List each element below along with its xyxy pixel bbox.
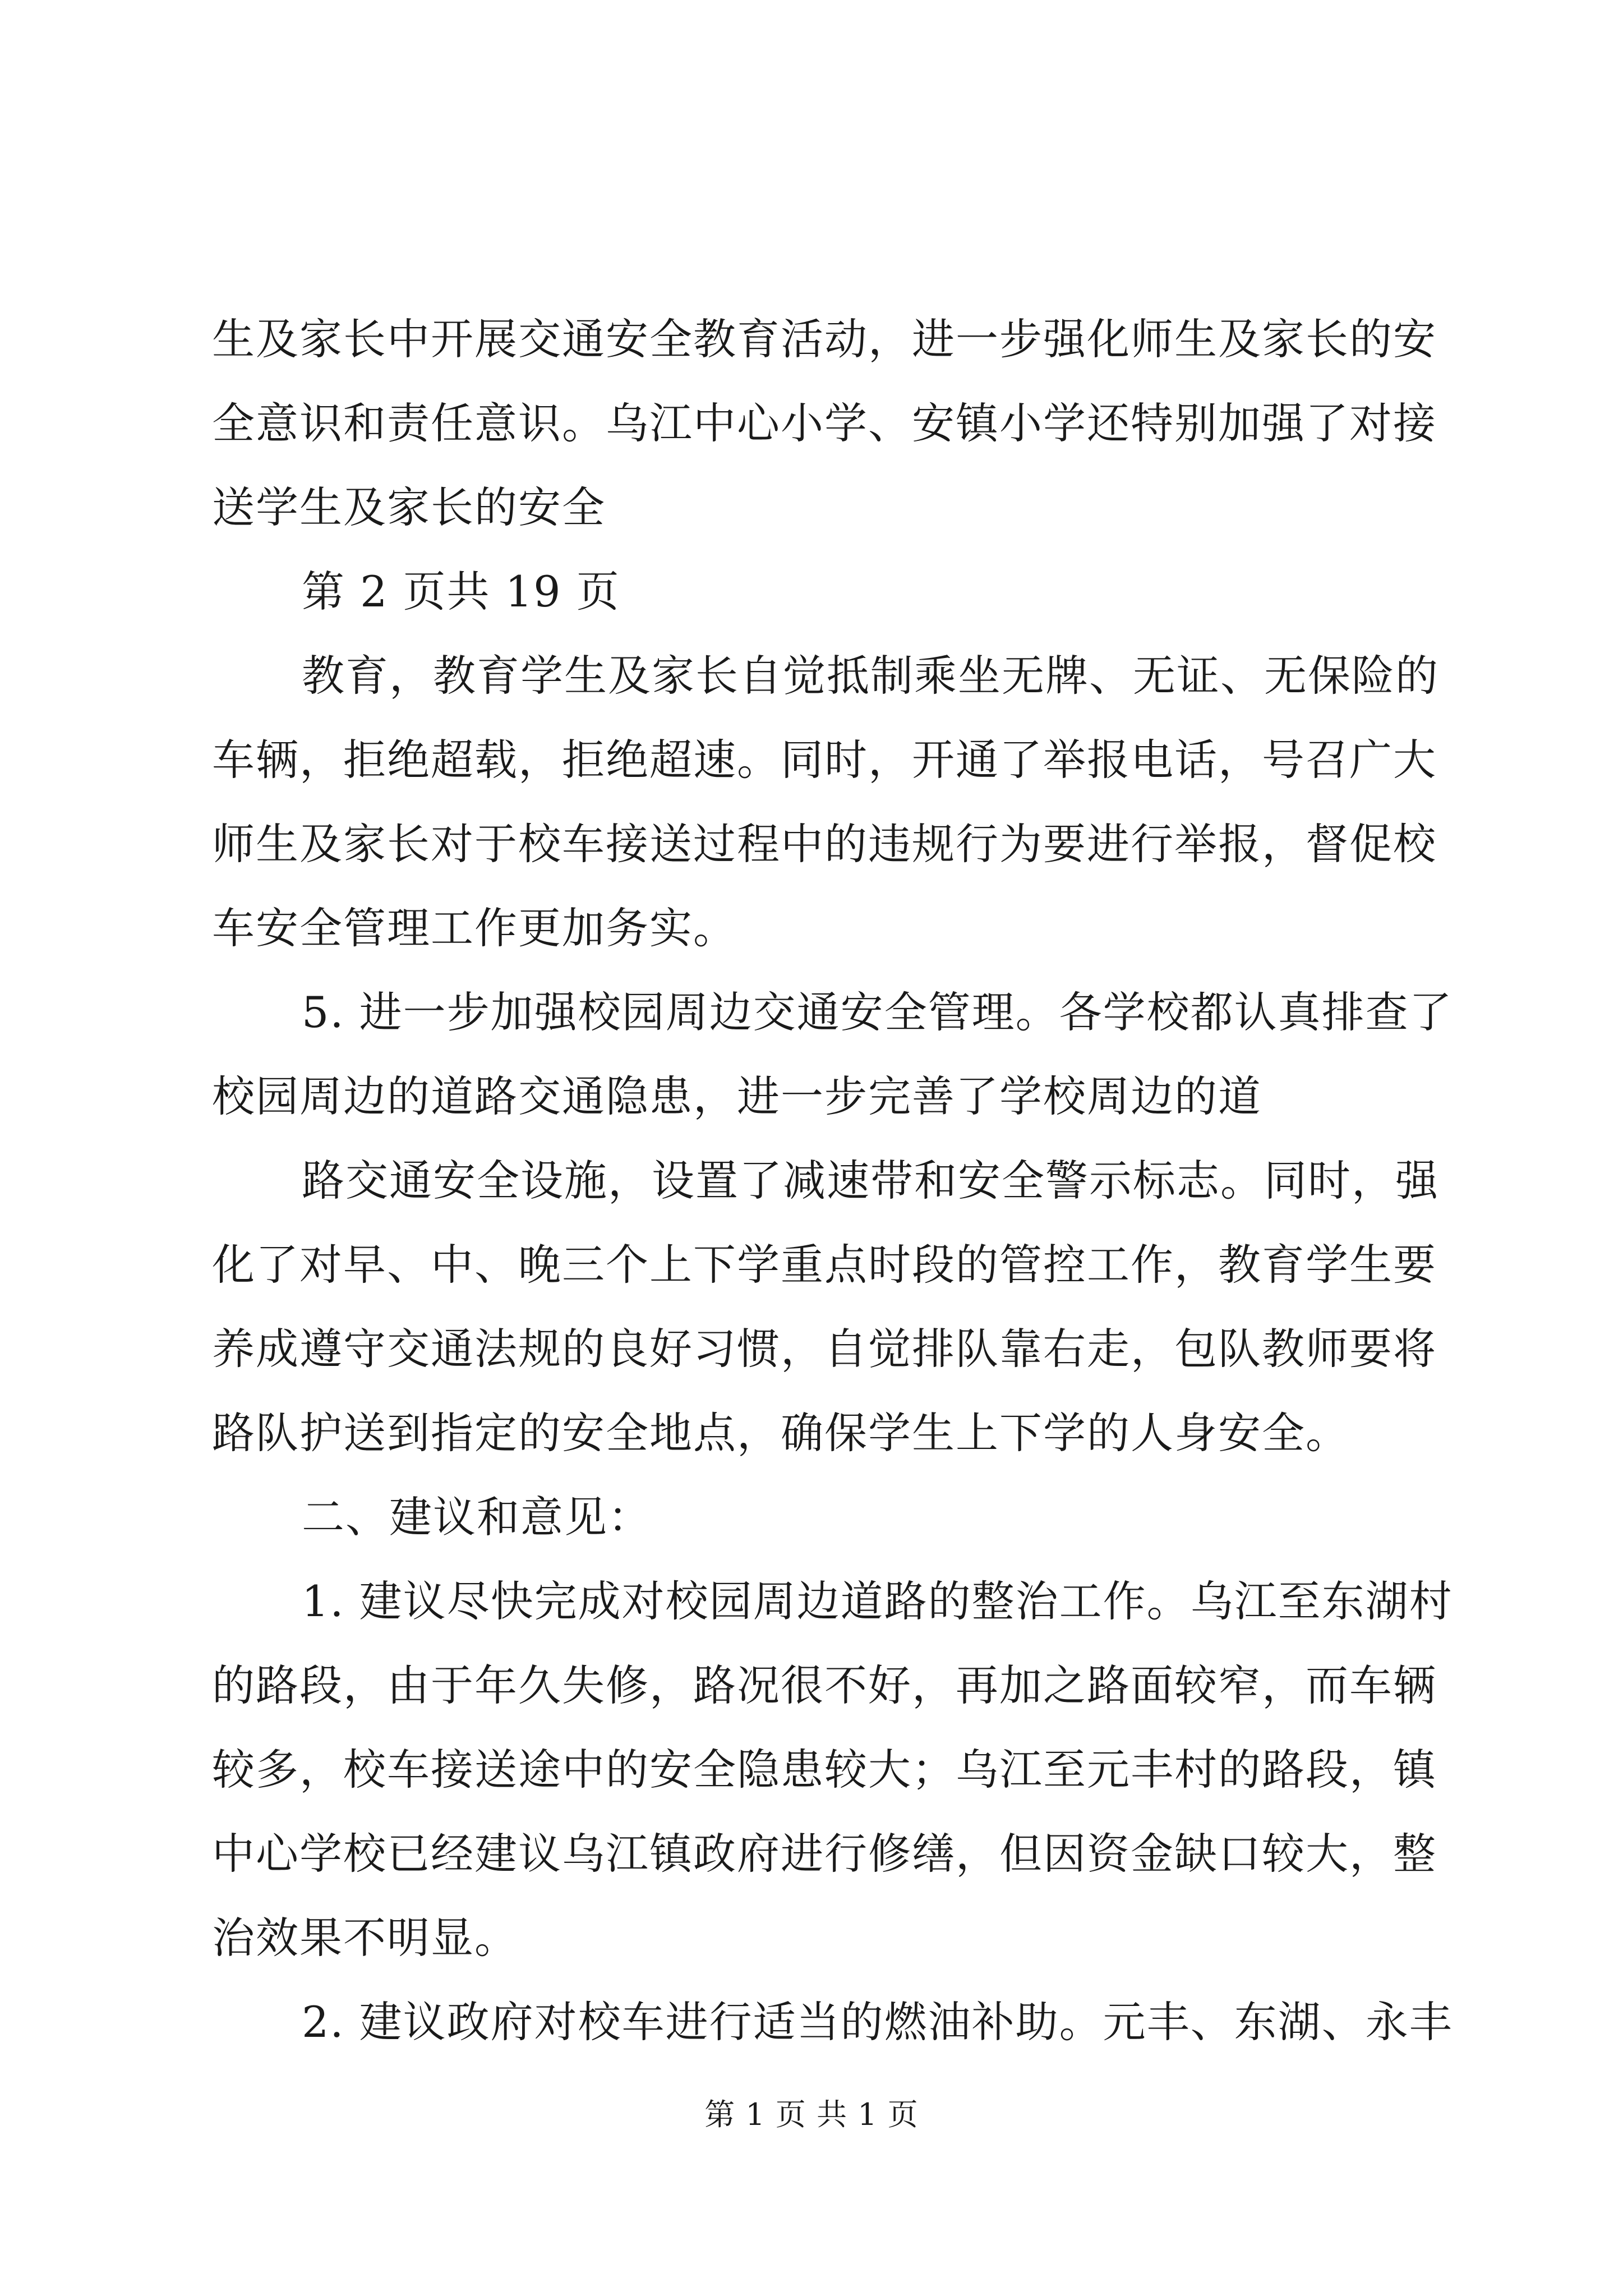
section-heading: 二、建议和意见： [302,1492,652,1542]
text-line: 养成遵守交通法规的良好习惯，自觉排队靠右走，包队教师要将 [212,1324,1437,1374]
text-line: 校园周边的道路交通隐患，进一步完善了学校周边的道 [212,1071,1262,1121]
text-line: 中心学校已经建议乌江镇政府进行修缮，但因资金缺口较大，整 [212,1829,1437,1879]
text-line: 全意识和责任意识。乌江中心小学、安镇小学还特别加强了对接 [212,398,1437,448]
text-line: 车安全管理工作更加务实。 [212,903,737,953]
text-line: 师生及家长对于校车接送过程中的违规行为要进行举报，督促校 [212,819,1437,869]
document-body [212,297,1453,2064]
text-line: 5. 进一步加强校园周边交通安全管理。各学校都认真排查了 [302,987,1453,1037]
text-line: 1. 建议尽快完成对校园周边道路的整治工作。乌江至东湖村 [302,1576,1453,1626]
page-footer: 第 1 页 共 1 页 [704,2097,919,2132]
text-line: 的路段，由于年久失修，路况很不好，再加之路面较窄，而车辆 [212,1660,1437,1710]
text-line: 化了对早、中、晚三个上下学重点时段的管控工作，教育学生要 [212,1240,1437,1290]
text-line: 较多，校车接送途中的安全隐患较大；乌江至元丰村的路段，镇 [212,1745,1437,1795]
text-line: 治效果不明显。 [212,1913,518,1963]
text-line: 送学生及家长的安全 [212,482,606,532]
text-line: 车辆，拒绝超载，拒绝超速。同时，开通了举报电话，号召广大 [212,735,1437,785]
text-line: 生及家长中开展交通安全教育活动，进一步强化师生及家长的安 [212,314,1437,364]
text-line: 路交通安全设施，设置了减速带和安全警示标志。同时，强 [302,1156,1439,1205]
text-line: 教育，教育学生及家长自觉抵制乘坐无牌、无证、无保险的 [302,651,1439,701]
text-line: 2. 建议政府对校车进行适当的燃油补助。元丰、东湖、永丰 [302,1997,1453,2047]
text-line: 路队护送到指定的安全地点，确保学生上下学的人身安全。 [212,1408,1349,1458]
inline-page-number: 第 2 页共 19 页 [302,567,620,616]
